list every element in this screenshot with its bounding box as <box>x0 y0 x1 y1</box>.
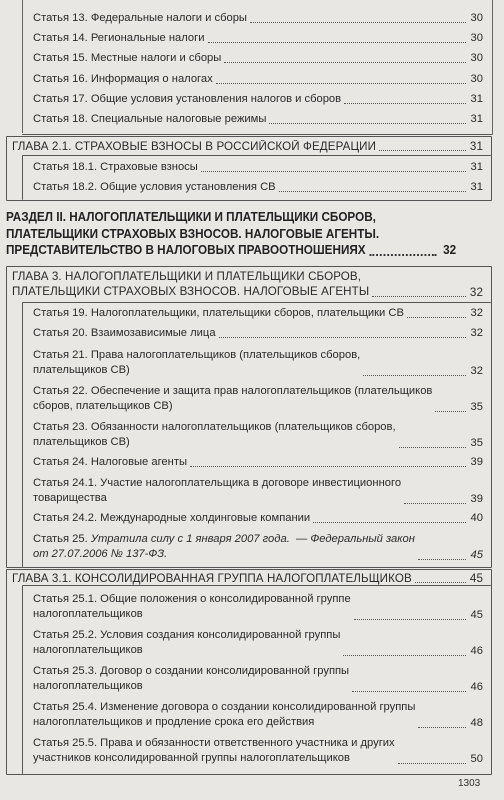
leader-dots <box>216 82 466 84</box>
toc-entry-article-15[interactable]: Статья 15. Местные налоги и сборы 30 <box>33 52 483 64</box>
leader-dots <box>250 21 466 23</box>
toc-entry-article-13[interactable]: Статья 13. Федеральные налоги и сборы 30 <box>33 12 483 24</box>
toc-entry-article-25-3[interactable]: Статья 25.3. Договор о создании консолидированной группы налогоплательщиков 46 <box>33 665 483 693</box>
leader-dots <box>435 410 466 412</box>
toc-entry-article-25-1[interactable]: Статья 25.1. Общие положения о консолидированной группе налогоплательщиков 45 <box>33 593 483 621</box>
section-title-line-1: РАЗДЕЛ II. НАЛОГОПЛАТЕЛЬЩИКИ И ПЛАТЕЛЬЩИКИ СБОРОВ, <box>6 210 376 224</box>
leader-dots <box>219 336 466 338</box>
leader-dots <box>313 521 466 523</box>
toc-entry-section-2[interactable] <box>6 209 456 259</box>
toc-entry-article-25-4[interactable]: Статья 25.4. Изменение договора о создании консолидированной группы налогоплательщиков и продление срока его действия 48 <box>33 701 483 729</box>
toc-entry-article-18-1[interactable]: Статья 18.1. Страховые взносы 31 <box>33 161 483 173</box>
toc-entry-article-22[interactable]: Статья 22. Обеспечение и защита прав налогоплательщиков (плательщиков сборов, плательщиков СВ) 35 <box>33 385 483 413</box>
leader-dots <box>269 122 466 124</box>
leader-dots <box>352 690 466 692</box>
section-page: 32 <box>443 243 457 257</box>
toc-entry-article-24-1[interactable]: Статья 24.1. Участие налогоплательщика в договоре инвестиционного товарищества 39 <box>33 477 483 505</box>
leader-dots <box>398 762 466 764</box>
toc-entry-article-17[interactable]: Статья 17. Общие условия установления налогов и сборов 31 <box>33 93 483 105</box>
section-title-line-3: ПРЕДСТАВИТЕЛЬСТВО В НАЛОГОВЫХ ПРАВООТНОШЕНИЯХ <box>6 243 366 257</box>
chapter-3-title-line-2: ПЛАТЕЛЬЩИКИ СТРАХОВЫХ ВЗНОСОВ. НАЛОГОВЫЕ АГЕНТЫ <box>12 285 370 298</box>
leader-dots <box>418 558 466 560</box>
toc-entry-article-25-2[interactable]: Статья 25.2. Условия создания консолидированной группы налогоплательщиков 46 <box>33 629 483 657</box>
leader-dots <box>369 253 436 256</box>
toc-entry-article-18-2[interactable]: Статья 18.2. Общие условия установления СВ 31 <box>33 181 483 193</box>
leader-dots <box>354 618 466 620</box>
toc-entry-article-19[interactable]: Статья 19. Налогоплательщики, плательщики сборов, плательщики СВ 32 <box>33 307 483 319</box>
leader-dots <box>379 149 466 151</box>
leader-dots <box>224 61 466 63</box>
leader-dots <box>404 502 466 504</box>
leader-dots <box>201 170 466 172</box>
leader-dots <box>344 102 466 104</box>
leader-dots <box>343 654 466 656</box>
toc-entry-chapter-2-1[interactable]: ГЛАВА 2.1. СТРАХОВЫЕ ВЗНОСЫ В РОССИЙСКОЙ ФЕДЕРАЦИИ 31 <box>12 140 483 153</box>
toc-entry-article-25-5[interactable]: Статья 25.5. Права и обязанности ответственного участника и других участников консолидированной группы налогоплательщиков 50 <box>33 737 483 765</box>
section-title-line-2: ПЛАТЕЛЬЩИКИ СТРАХОВЫХ ВЗНОСОВ. НАЛОГОВЫЕ АГЕНТЫ. <box>6 226 380 241</box>
toc-entry-article-16[interactable]: Статья 16. Информация о налогах 30 <box>33 73 483 85</box>
leader-dots <box>372 295 466 297</box>
toc-entry-article-23[interactable]: Статья 23. Обязанности налогоплательщиков (плательщиков сборов, плательщиков СВ) 35 <box>33 421 483 449</box>
leader-dots <box>208 41 467 43</box>
leader-dots <box>190 465 466 467</box>
toc-entry-article-21[interactable]: Статья 21. Права налогоплательщиков (плательщиков сборов, плательщиков СВ) 32 <box>33 349 483 377</box>
toc-entry-article-24-2[interactable]: Статья 24.2. Международные холдинговые компании 40 <box>33 512 483 524</box>
leader-dots <box>418 726 466 728</box>
toc-entry-article-18[interactable]: Статья 18. Специальные налоговые режимы 31 <box>33 113 483 125</box>
toc-entry-article-14[interactable]: Статья 14. Региональные налоги 30 <box>33 32 483 44</box>
toc-entry-chapter-3[interactable]: ГЛАВА 3. НАЛОГОПЛАТЕЛЬЩИКИ И ПЛАТЕЛЬЩИКИ СБОРОВ, ПЛАТЕЛЬЩИКИ СТРАХОВЫХ ВЗНОСОВ. НАЛОГОВЫЕ АГЕНТЫ 32 <box>12 270 483 299</box>
toc-entry-article-24[interactable]: Статья 24. Налоговые агенты 39 <box>33 456 483 468</box>
toc-entry-article-25-repealed[interactable]: Статья 25. Утратила силу с 1 января 2007 года. — Федеральный закон от 27.07.2006 № 137-ФЗ. 45 <box>33 533 483 561</box>
section-title-line-3-row <box>6 242 456 259</box>
leader-dots <box>415 581 466 583</box>
leader-dots <box>407 316 466 318</box>
toc-entry-chapter-3-1[interactable]: ГЛАВА 3.1. КОНСОЛИДИРОВАННАЯ ГРУППА НАЛОГОПЛАТЕЛЬЩИКОВ 45 <box>12 572 483 585</box>
page-number: 1303 <box>458 778 481 789</box>
leader-dots <box>279 190 466 192</box>
toc-entry-article-20[interactable]: Статья 20. Взаимозависимые лица 32 <box>33 327 483 339</box>
leader-dots <box>363 374 466 376</box>
chapter-3-title-line-1: ГЛАВА 3. НАЛОГОПЛАТЕЛЬЩИКИ И ПЛАТЕЛЬЩИКИ СБОРОВ, <box>12 270 362 283</box>
leader-dots <box>399 446 466 448</box>
